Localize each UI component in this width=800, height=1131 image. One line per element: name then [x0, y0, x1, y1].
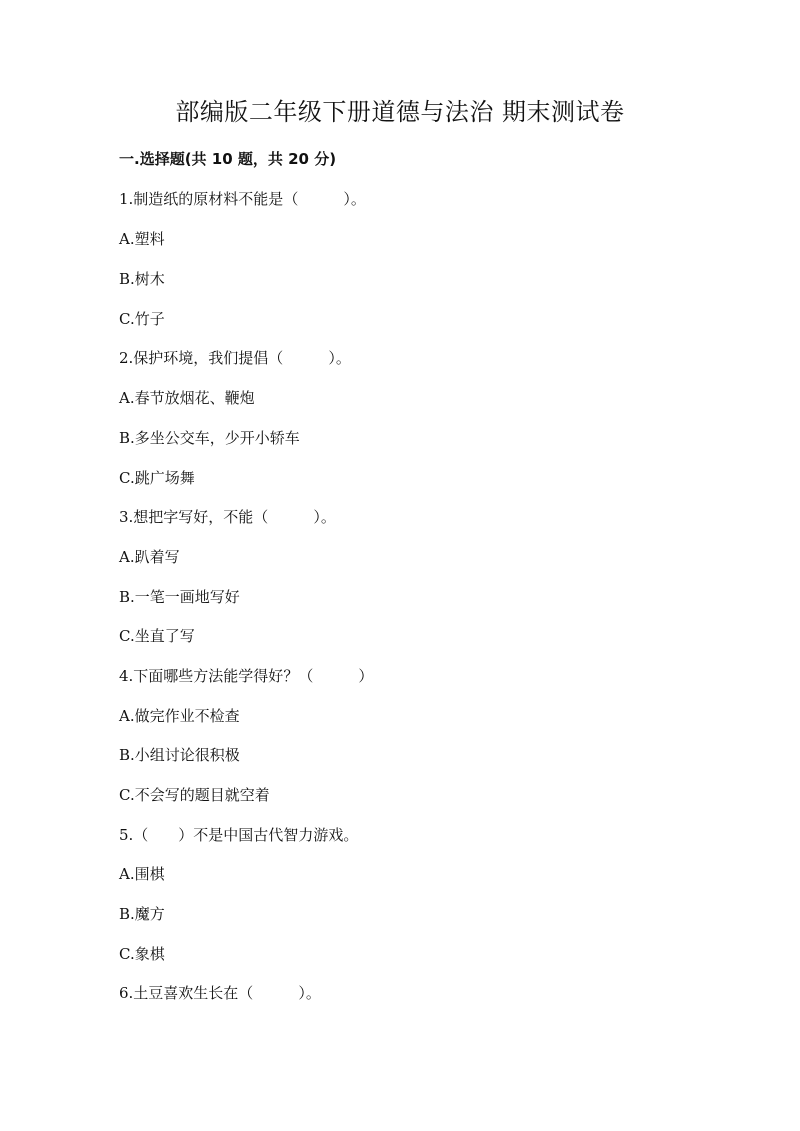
question-4: 4.下面哪些方法能学得好？（ ） [119, 667, 374, 685]
question-6: 6.土豆喜欢生长在（ ）。 [119, 984, 321, 1002]
question-1: 1.制造纸的原材料不能是（ ）。 [119, 190, 366, 208]
question-4-option-c: C.不会写的题目就空着 [119, 786, 270, 804]
question-2: 2.保护环境，我们提倡（ ）。 [119, 349, 351, 367]
question-5: 5.（ ）不是中国古代智力游戏。 [119, 826, 359, 844]
question-2-option-b: B.多坐公交车，少开小轿车 [119, 429, 300, 447]
question-3-option-b: B.一笔一画地写好 [119, 588, 240, 606]
question-3-option-a: A.趴着写 [119, 548, 180, 566]
question-3: 3.想把字写好，不能（ ）。 [119, 508, 336, 526]
question-3-option-c: C.坐直了写 [119, 627, 195, 645]
question-5-option-a: A.围棋 [119, 865, 165, 883]
question-2-option-c: C.跳广场舞 [119, 469, 195, 487]
question-1-option-b: B.树木 [119, 270, 165, 288]
question-4-option-a: A.做完作业不检查 [119, 707, 240, 725]
question-1-option-c: C.竹子 [119, 310, 165, 328]
question-1-option-a: A.塑料 [119, 230, 165, 248]
page-title: 部编版二年级下册道德与法治 期末测试卷 [175, 98, 625, 126]
question-4-option-b: B.小组讨论很积极 [119, 746, 240, 764]
question-2-option-a: A.春节放烟花、鞭炮 [119, 389, 255, 407]
section-heading: 一.选择题(共 10 题，共 20 分) [119, 150, 337, 168]
question-5-option-b: B.魔方 [119, 905, 165, 923]
question-5-option-c: C.象棋 [119, 945, 165, 963]
